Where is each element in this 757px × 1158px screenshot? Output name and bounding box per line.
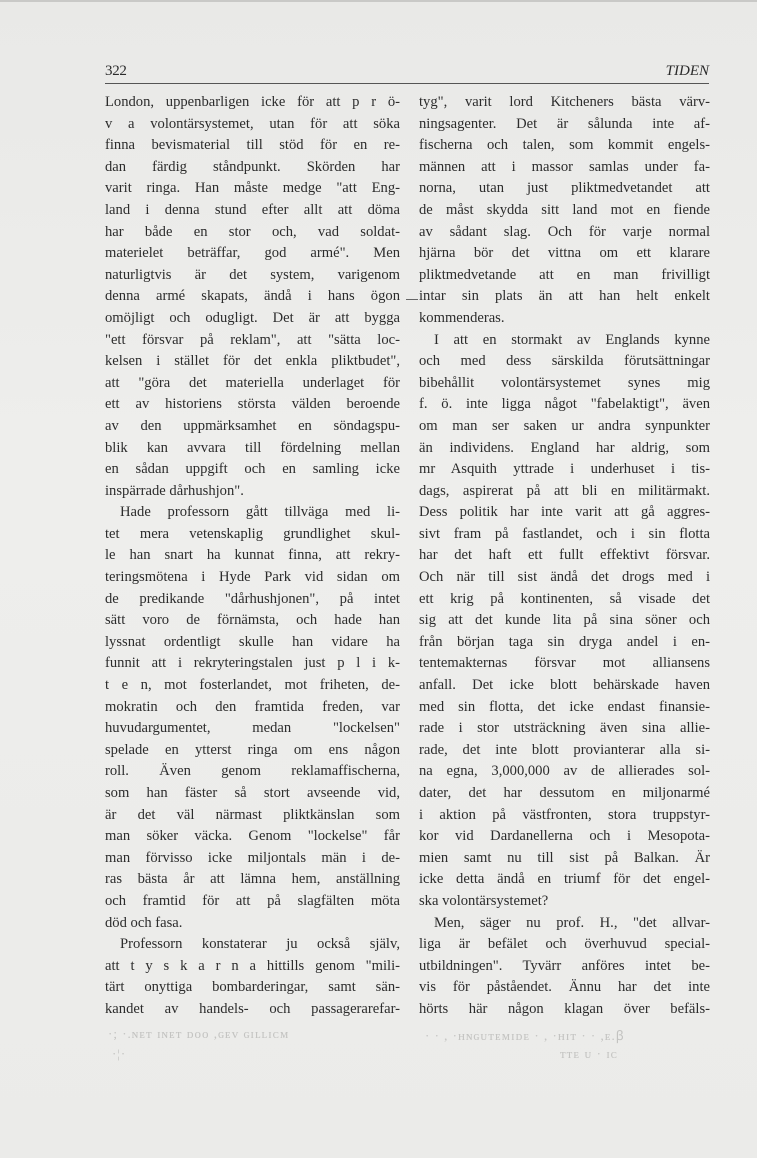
text-line: Hade professorn gått tillväga med li- <box>120 504 400 521</box>
text-line: kandet av handels- och passagerarefar- <box>105 1000 400 1017</box>
text-line: av sådant slag. Och för varje normal <box>419 223 710 240</box>
text-line: liga är befälet och överhuvud special- <box>419 936 710 953</box>
text-line: i aktion på västfronten, stora truppstyr- <box>419 806 710 823</box>
text-line: Men, säger nu prof. H., "det allvar- <box>434 914 710 931</box>
right-column <box>419 92 710 1021</box>
text-line: huvudargumentet, medan "lockelsen" <box>105 720 400 737</box>
text-line: ras bästa år att lämna hem, anställning <box>105 871 400 888</box>
journal-title: TIDEN <box>665 63 709 79</box>
text-line: kommenderas. <box>419 309 505 326</box>
text-line: v a volontärsystemet, utan för att söka <box>105 115 400 132</box>
text-line: har både en stor och, vad soldat- <box>105 223 400 240</box>
running-head <box>105 63 709 85</box>
text-line: mien samt nu till sist på Balkan. Är <box>419 849 710 866</box>
text-line: från början taga sin dryga andel i en- <box>419 633 710 650</box>
text-line: med sin flotta, det icke endast finansie- <box>419 698 710 715</box>
text-line: tyg", varit lord Kitcheners bästa värv- <box>419 94 710 110</box>
text-line: är det väl närmast pliktkänslan som <box>105 806 400 823</box>
text-line: har det haft ett fullt effektivt försvar. <box>419 547 710 564</box>
text-line: hjärna bör det vittna om ett klarare <box>419 245 710 262</box>
text-line: Och när till sist ändå det drogs med i <box>419 569 710 586</box>
text-line: I att en stormakt av Englands kynne <box>434 331 710 348</box>
text-line: materielet beträffar, god armé". Men <box>105 245 400 262</box>
text-line: fischerna och talen, som kommit engels- <box>419 137 710 154</box>
text-line: en sådan uppgift och en samling icke <box>105 461 400 478</box>
text-line: bibehållit volontärsystemet synes mig <box>419 374 710 391</box>
text-line: ningsagenter. Det är sålunda inte af- <box>419 115 710 132</box>
header-rule <box>105 83 709 84</box>
text-line: dater, det har dessutom en miljonarmé <box>419 785 710 801</box>
text-line: finna bevismaterial till stöd för en re- <box>105 137 400 154</box>
bleed-through-text-left: ·; ·.ɴᴇᴛ ɪɴᴇᴛ ᴅᴏᴏ ,ɢᴇᴠ ɢɪʟʟɪᴄᴍ <box>108 1026 290 1041</box>
text-line: ett av historiens största välden beroende <box>105 396 400 413</box>
text-line: spelade en ytterst ringa om ens någon <box>105 741 400 758</box>
text-line: teringsmötena i Hyde Park vid sidan om <box>105 569 400 586</box>
text-line: ett krig på kontinenten, så visade det <box>419 590 710 607</box>
text-line: lyssnat ordentligt skulle han vidare ha <box>105 633 400 650</box>
text-line: ska volontärsystemet? <box>419 892 549 909</box>
text-line: "ett försvar på reklam", att "sätta loc- <box>105 331 400 348</box>
text-line: London, uppenbarligen icke för att p r ö- <box>105 94 400 110</box>
text-line: kor vid Dardanellerna och i Mesopota- <box>419 828 710 845</box>
text-line: de måst skydda sitt land mot en fiende <box>419 201 710 218</box>
text-line: norna, utan just pliktmedvetandet att <box>419 180 710 197</box>
text-line: t e n, mot fosterlandet, mot friheten, de- <box>105 677 400 694</box>
text-line: pliktmedvetande att en man frivilligt <box>419 266 710 283</box>
page-number: 322 <box>105 63 127 79</box>
text-line: naturligtvis är det system, varigenom <box>105 266 400 283</box>
text-line: man förvisso icke miljontals män i de- <box>105 849 400 866</box>
text-line: och framtid för att på slagfälten möta <box>105 892 400 909</box>
text-line: kelsen i stället för det enkla pliktbudet", <box>105 353 400 370</box>
scan-top-edge <box>0 0 757 2</box>
text-line: utbildningen". Tyvärr anföres intet be- <box>419 957 710 974</box>
text-line: icke detta ändå en triumf för det engel- <box>419 871 710 888</box>
text-line: varit ringa. Han måste medge "att Eng- <box>105 180 400 197</box>
text-line: männen att i massor samlas under fa- <box>419 158 710 175</box>
text-line: dags, aspirerat på att bli en militärmakt. <box>419 482 710 499</box>
text-line: sätt voro de förnämsta, och hade han <box>105 612 400 629</box>
bleed-through-mark-left: ·¦· <box>112 1046 127 1061</box>
text-line: anfall. Det icke blott behärskade haven <box>419 677 710 694</box>
text-line: av den uppmärksamhet en söndagspu- <box>105 417 400 434</box>
text-line: sivt fram på fastlandet, och i sin flotta <box>419 525 710 542</box>
margin-mark <box>406 299 418 300</box>
text-line: Professorn konstaterar ju också själv, <box>120 936 400 953</box>
text-line: att t y s k a r n a hittills genom "mili- <box>105 957 400 974</box>
text-line: rade i stor utsträckning även sina allie- <box>419 720 710 737</box>
text-line: död och fasa. <box>105 914 183 931</box>
bleed-through-text-right: · · , ·ʜɴɢᴜᴛᴇᴍɪᴅᴇ · , ·ʜɪᴛ · · ,ᴇ.ꞵ <box>425 1028 625 1043</box>
text-line: mr Asquith yttrade i underhuset i tis- <box>419 461 710 478</box>
text-line: na egna, 3,000,000 av de allierades sol- <box>419 763 710 780</box>
text-line: tentemakternas försvar mot alliansens <box>419 655 710 672</box>
text-line: inspärrade dårhushjon". <box>105 482 244 499</box>
text-line: om man ser saken ur andra synpunkter <box>419 417 710 434</box>
text-line: hörts här någon klagan över befäls- <box>419 1000 710 1017</box>
text-line: att "göra det materiella underlaget för <box>105 374 400 391</box>
text-line: Dess politik har inte varit att gå aggres- <box>419 504 710 521</box>
bleed-through-mark-right: ᴛᴛᴇ ᴜ · ɪᴄ <box>560 1046 619 1061</box>
text-line: funnit att i rekryteringstalen just p l i k- <box>105 655 400 672</box>
text-line: man söker väcka. Genom "lockelse" får <box>105 828 400 845</box>
text-line: tet mera vetenskaplig grundlighet skul- <box>105 525 400 542</box>
text-line: de predikande "dårhushjonen", på intet <box>105 590 400 607</box>
text-line: vis för påståendet. Ännu har det inte <box>419 979 710 996</box>
text-line: blik kan avvara till fördelning mellan <box>105 439 400 456</box>
text-line: roll. Även genom reklamaffischerna, <box>105 763 400 780</box>
text-line: intar sin plats än att han helt enkelt <box>419 288 710 305</box>
text-line: dan färdig ståndpunkt. Skörden har <box>105 158 400 175</box>
text-line: le han snart ha kunnat finna, att rekry- <box>105 547 400 564</box>
text-line: rade, det inte blott provianterar alla si- <box>419 741 710 758</box>
text-line: denna armé skapats, ändå i hans ögon <box>105 288 400 305</box>
text-line: och med dess särskilda förutsättningar <box>419 353 710 370</box>
text-line: omöjligt och odugligt. Det är att bygga <box>105 309 400 326</box>
text-line: sig att det kunde lita på sina söner och <box>419 612 710 629</box>
text-line: f. ö. inte ligga något "fabelaktigt", även <box>419 396 710 413</box>
text-line: än individens. England har aldrig, som <box>419 439 710 456</box>
text-line: som han fäster så stort avseende vid, <box>105 785 400 801</box>
text-line: land i denna stund efter allt att döma <box>105 201 400 218</box>
text-line: tärt onyttiga bombarderingar, samt sän- <box>105 979 400 996</box>
text-line: mokratin och den framtida freden, var <box>105 698 400 715</box>
left-column <box>105 92 400 1021</box>
